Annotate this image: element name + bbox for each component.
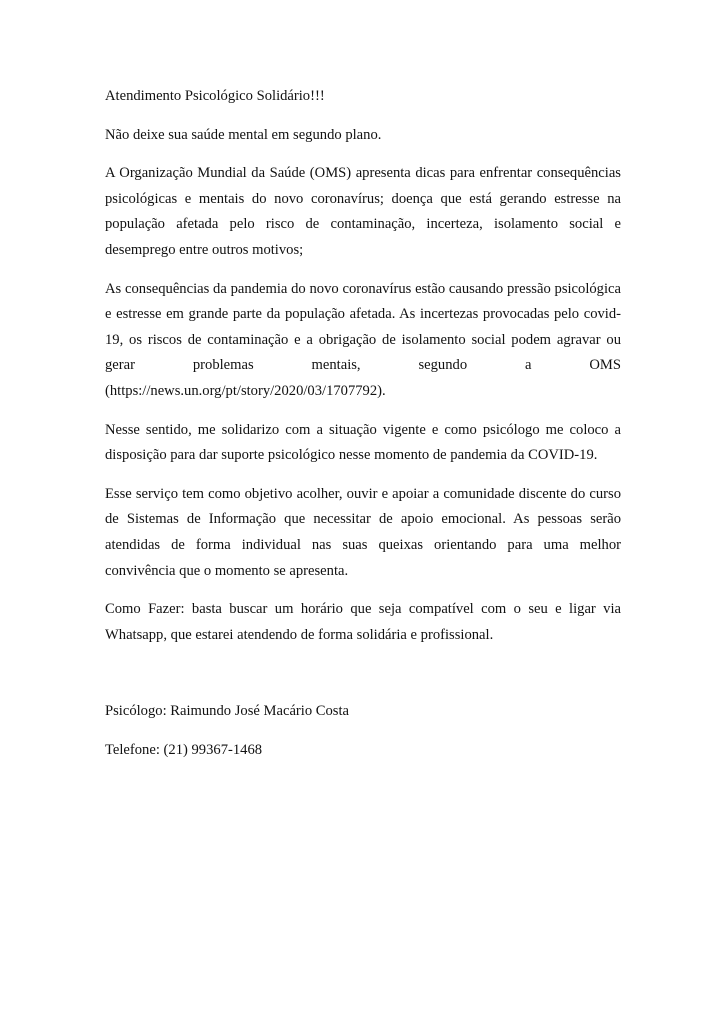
paragraph-how-to: Como Fazer: basta buscar um horário que seja compatível com o seu e ligar via Whatsapp, que estarei atendendo de forma solidária e profissional. (105, 601, 621, 643)
document-body (105, 84, 621, 776)
paragraph-pandemic-consequences: As consequências da pandemia do novo coronavírus estão causando pressão psicológica e estresse em grande parte da população afetada. As incertezas provocadas pelo covid-19, os riscos de contaminação e a obrigação de isolamento social podem agravar ou gerar problemas mentais, segundo a OMS (https://news.un.org/pt/story/2020/03/1707792). (105, 280, 621, 399)
spacer (105, 661, 621, 699)
paragraph-service-objective: Esse serviço tem como objetivo acolher, ouvir e apoiar a comunidade discente do curso de Sistemas de Informação que necessitar de apoio emocional. As pessoas serão atendidas de forma individual nas suas queixas orientando para uma melhor convivência que o momento se apresenta. (105, 485, 621, 579)
phone-line: Telefone: (21) 99367-1468 (105, 741, 263, 758)
document-title: Atendimento Psicológico Solidário!!! (105, 88, 325, 104)
document-subtitle: Não deixe sua saúde mental em segundo plano. (105, 126, 382, 143)
signature-line: Psicólogo: Raimundo José Macário Costa (105, 703, 350, 720)
paragraph-oms-tips: A Organização Mundial da Saúde (OMS) apresenta dicas para enfrentar consequências psicológicas e mentais do novo coronavírus; doença que está gerando estresse na população afetada pelo risco de contaminação, incerteza, isolamento social e desemprego entre outros motivos; (105, 165, 621, 258)
paragraph-solidarity: Nesse sentido, me solidarizo com a situação vigente e como psicólogo me coloco a disposição para dar suporte psicológico nesse momento de pandemia da COVID-19. (105, 421, 621, 464)
